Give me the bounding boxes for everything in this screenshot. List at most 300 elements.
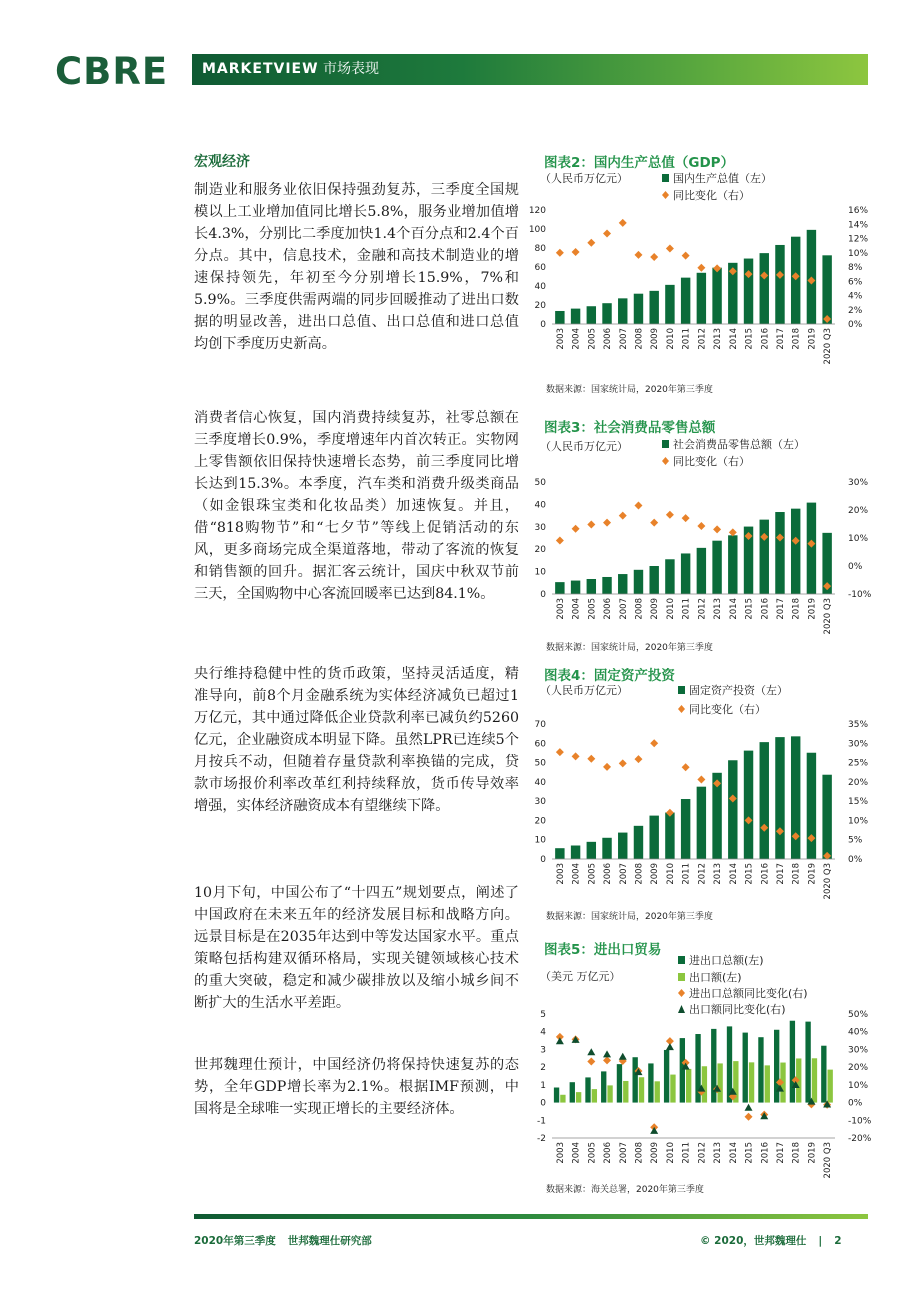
bar-export (576, 1092, 581, 1102)
bar (571, 846, 580, 860)
chart-retail (530, 438, 875, 635)
bar-export (765, 1065, 770, 1102)
chart-source-trade: 数据来源：海关总署，2020年第三季度 (546, 1185, 704, 1195)
x-tick-label: 2010 (665, 1142, 676, 1164)
y-left-tick-label: 0 (540, 855, 546, 865)
y-left-tick-label: 50 (534, 478, 546, 488)
marker-diamond (603, 230, 611, 238)
banner-label: 市场表现 (323, 61, 380, 77)
x-tick-label: 2018 (791, 328, 802, 350)
y-right-tick-label: 10% (848, 534, 869, 544)
bar-export (749, 1062, 754, 1102)
bar (791, 237, 800, 324)
bar (649, 816, 658, 859)
legend-swatch-bar-light (678, 973, 685, 981)
x-tick-label: 2017 (775, 1142, 786, 1164)
y-left-tick-label: 80 (534, 244, 546, 254)
bar (790, 1021, 795, 1103)
x-tick-label: 2010 (665, 328, 676, 350)
y-right-tick-label: 4% (848, 291, 863, 302)
bar (775, 737, 784, 859)
y-right-tick-label: 30% (848, 478, 869, 488)
x-tick-label: 2017 (775, 328, 786, 350)
marker-diamond (587, 521, 595, 529)
bar (554, 1088, 559, 1103)
y-right-tick-label: 30% (848, 1045, 869, 1056)
bar-export (607, 1085, 612, 1102)
bar (587, 842, 596, 859)
x-tick-label: 2008 (634, 1142, 645, 1164)
y-left-tick-label: 20 (534, 301, 546, 311)
chart-title-fai: 图表4：固定资产投资 (544, 668, 675, 684)
bar (681, 278, 690, 324)
y-left-tick-label: 0 (540, 1098, 546, 1109)
bar (697, 273, 706, 324)
y-right-tick-label: 35% (848, 720, 869, 730)
y-left-tick-label: 0 (540, 320, 546, 330)
bar (744, 751, 753, 859)
legend-swatch-bar (678, 956, 685, 964)
y-left-tick-label: 60 (534, 739, 546, 750)
y-right-tick-label: 6% (848, 277, 863, 288)
marker-diamond (697, 776, 705, 784)
bar (805, 1022, 810, 1103)
footer-right (700, 1233, 842, 1248)
x-tick-label: 2018 (791, 598, 802, 620)
paragraph-3: 央行维持稳健中性的货币政策，坚持灵活适度，精准导向，前8个月金融系统为实体经济减负已超过1万亿元，其中通过降低企业贷款利率已减负约5260亿元，企业融资成本明显下降。虽然LPR已连续5个月按兵不动，但随着存量贷款利率换锚的完成，贷款市场报价利率改革红利持续释放，货币传导效率增强，实体经济融资成本有望继续下降。 (194, 666, 519, 814)
x-tick-label: 2006 (603, 328, 614, 350)
legend-swatch-diamond (678, 989, 685, 997)
y-left-tick-label: 0 (540, 590, 546, 600)
bar (602, 303, 611, 324)
x-tick-label: 2006 (603, 598, 614, 620)
x-tick-label: 2013 (713, 598, 724, 620)
legend-label: 出口额同比变化(右) (689, 1003, 786, 1016)
x-tick-label: 2004 (571, 863, 582, 885)
footer-period: 2020年第三季度 (194, 1235, 276, 1247)
marker-diamond (650, 519, 658, 527)
footer-separator: | (818, 1235, 823, 1247)
x-tick-label: 2014 (728, 1142, 739, 1164)
y-right-tick-label: 0% (848, 855, 863, 865)
marker-diamond (666, 244, 674, 252)
x-tick-label: 2015 (744, 328, 755, 350)
x-tick-label: 2014 (728, 598, 739, 620)
legend-swatch-bar (662, 174, 669, 182)
bar (632, 1057, 637, 1102)
legend-swatch-diamond (662, 191, 669, 199)
bar (571, 581, 580, 594)
y-left-tick-label: 120 (528, 206, 546, 216)
marker-diamond (650, 739, 658, 747)
y-right-tick-label: 25% (848, 758, 869, 769)
marker-diamond (619, 759, 627, 767)
bar (665, 285, 674, 324)
x-tick-label: 2004 (571, 328, 582, 350)
y-right-tick-label: 0% (848, 562, 863, 572)
y-right-tick-label: 20% (848, 1063, 869, 1074)
y-right-tick-label: 0% (848, 1098, 863, 1109)
bar (680, 1038, 685, 1102)
bar (681, 553, 690, 594)
bar (570, 1082, 575, 1102)
x-tick-label: 2004 (571, 598, 582, 620)
bar (634, 570, 643, 594)
bar-export (717, 1063, 722, 1102)
x-tick-label: 2019 (807, 598, 818, 620)
marker-triangle (587, 1048, 595, 1055)
footer-divider (194, 1214, 868, 1219)
x-tick-label: 2015 (744, 1142, 755, 1164)
marker-diamond (556, 249, 564, 257)
bar (758, 1037, 763, 1102)
bar (601, 1071, 606, 1102)
chart-unit-label: （美元 万亿元） (540, 970, 621, 983)
marker-diamond (634, 251, 642, 259)
paragraph-5: 世邦魏理仕预计，中国经济仍将保持快速复苏的态势，全年GDP增长率为2.1%。根据IMF预测，中国将是全球唯一实现正增长的主要经济体。 (194, 1057, 519, 1117)
marker-diamond (587, 1057, 595, 1065)
y-right-tick-label: 10% (848, 1080, 869, 1091)
legend-label: 进出口总额(左) (689, 954, 764, 967)
y-right-tick-label: 10% (848, 248, 869, 259)
x-tick-label: 2013 (713, 328, 724, 350)
legend-label: 同比变化（右） (673, 189, 750, 202)
bar (712, 268, 721, 324)
marker-diamond (572, 248, 580, 256)
marker-triangle (619, 1053, 627, 1060)
bar-export (592, 1089, 597, 1102)
chart-source-gdp: 数据来源：国家统计局，2020年第三季度 (546, 385, 713, 395)
y-left-tick-label: 10 (534, 567, 546, 578)
x-tick-label: 2018 (791, 863, 802, 885)
y-right-tick-label: 0% (848, 320, 863, 330)
chart-source-fai: 数据来源：国家统计局，2020年第三季度 (546, 912, 713, 922)
x-tick-label: 2005 (587, 328, 598, 350)
bar (571, 309, 580, 324)
bar (649, 291, 658, 324)
x-tick-label: 2011 (681, 1142, 692, 1164)
marker-diamond (603, 763, 611, 771)
y-right-tick-label: 40% (848, 1027, 869, 1038)
x-tick-label: 2016 (760, 328, 771, 350)
x-tick-label: 2014 (728, 863, 739, 885)
marker-diamond (556, 537, 564, 545)
y-right-tick-label: 14% (848, 220, 869, 231)
y-left-tick-label: 40 (534, 282, 546, 292)
bar (681, 799, 690, 859)
chart-title-retail: 图表3：社会消费品零售总额 (544, 420, 716, 436)
marker-diamond (634, 755, 642, 763)
marker-diamond (556, 748, 564, 756)
y-left-tick-label: 20 (534, 545, 546, 556)
x-tick-label: 2006 (603, 1142, 614, 1164)
bar-export (812, 1058, 817, 1102)
bar (774, 1030, 779, 1103)
y-right-tick-label: 20% (848, 777, 869, 788)
marker-diamond (682, 514, 690, 522)
bar (744, 259, 753, 324)
bar (807, 503, 816, 594)
bar (775, 245, 784, 324)
paragraph-2: 消费者信心恢复，国内消费持续复苏，社零总额在三季度增长0.9%，季度增速年内首次转正。实物网上零售额依旧保持快速增长态势，前三季度同比增长达到15.3%。本季度，汽车类和消费升级类商品（如金银珠宝类和化妆品类）加速恢复。并且，借“818购物节”和“七夕节”等线上促销活动的东风，更多商场完成全渠道落地，带动了客流的恢复和销售额的回升。据汇客云统计，国庆中秋双节前三天，全国购物中心客流回暖率已达到84.1%。 (194, 410, 519, 602)
marker-diamond (603, 1056, 611, 1064)
x-tick-label: 2009 (650, 328, 661, 350)
bar (602, 577, 611, 594)
bar (665, 559, 674, 594)
legend-label: 同比变化（右） (673, 455, 750, 468)
chart-title-trade: 图表5：进出口贸易 (544, 942, 662, 958)
bar-export (655, 1081, 660, 1102)
legend-label: 社会消费品零售总额（左） (673, 438, 805, 451)
y-left-tick-label: -2 (537, 1134, 546, 1144)
x-tick-label: 2006 (603, 863, 614, 885)
legend-label: 同比变化（右） (689, 703, 766, 716)
paragraph-1: 制造业和服务业依旧保持强劲复苏，三季度全国规模以上工业增加值同比增长5.8%，服务业增加值增长4.3%，分别比二季度加快1.4个百分点和2.4个百分点。其中，信息技术，金融和高技术制造业的增速保持领先，年初至今分别增长15.9%，7%和5.9%。三季度供需两端的同步回暖推动了进出口数据的明显改善，进出口总值、出口总值和进口总值均创下季度历史新高。 (194, 182, 519, 352)
x-tick-label: 2015 (744, 598, 755, 620)
x-tick-label: 2005 (587, 1142, 598, 1164)
x-tick-label: 2019 (807, 328, 818, 350)
paragraph-4: 10月下旬，中国公布了“十四五”规划要点，阐述了中国政府在未来五年的经济发展目标和战略方向。远景目标是在2035年达到中等发达国家水平。重点策略包括构建双循环格局，实现关键领域核心技术的重大突破，稳定和减少碳排放以及缩小城乡间不断扩大的生活水平差距。 (194, 885, 519, 1011)
bar (791, 509, 800, 594)
x-tick-label: 2007 (618, 1142, 629, 1164)
banner-title (202, 60, 379, 79)
y-left-tick-label: 20 (534, 816, 546, 827)
x-tick-label: 2007 (618, 863, 629, 885)
y-right-tick-label: 12% (848, 234, 869, 245)
y-left-tick-label: 1 (540, 1080, 546, 1091)
x-tick-label: 2010 (665, 598, 676, 620)
legend-label: 出口额(左) (689, 971, 742, 984)
bar (634, 826, 643, 859)
bar (664, 1050, 669, 1103)
bar (618, 298, 627, 324)
marker-diamond (603, 519, 611, 527)
marker-diamond (745, 1113, 753, 1121)
bar (760, 520, 769, 594)
chart-unit-label: （人民币万亿元） (540, 440, 628, 453)
bar (587, 306, 596, 324)
marker-triangle (556, 1037, 564, 1044)
bar (791, 736, 800, 859)
y-right-tick-label: 16% (848, 206, 869, 216)
cbre-logo: CBRE (55, 50, 169, 93)
x-tick-label: 2017 (775, 863, 786, 885)
marker-diamond (587, 755, 595, 763)
y-left-tick-label: -1 (537, 1116, 546, 1127)
x-tick-label: 2011 (681, 328, 692, 350)
bar (649, 566, 658, 594)
legend-swatch-bar (662, 440, 669, 448)
chart-unit-label: （人民币万亿元） (540, 684, 628, 697)
legend-swatch-bar (678, 686, 685, 694)
bar (587, 579, 596, 594)
x-tick-label: 2013 (713, 1142, 724, 1164)
bar (665, 813, 674, 859)
chart-gdp (530, 172, 875, 372)
x-tick-label: 2019 (807, 1142, 818, 1164)
banner-bold-label: MARKETVIEW (202, 61, 319, 77)
chart-trade (530, 955, 875, 1177)
y-right-tick-label: -10% (848, 590, 872, 600)
bar (648, 1063, 653, 1102)
y-right-tick-label: 20% (848, 506, 869, 516)
bar-export (639, 1077, 644, 1102)
x-tick-label: 2003 (555, 328, 566, 350)
legend-swatch-diamond (678, 705, 685, 713)
bar (618, 833, 627, 859)
y-left-tick-label: 30 (534, 522, 546, 533)
y-right-tick-label: 2% (848, 305, 863, 316)
marker-triangle (603, 1050, 611, 1057)
x-tick-label: 2012 (697, 328, 708, 350)
bar-export (686, 1069, 691, 1103)
marker-diamond (587, 239, 595, 247)
x-tick-label: 2012 (697, 598, 708, 620)
x-tick-label: 2016 (760, 863, 771, 885)
y-left-tick-label: 70 (534, 720, 546, 730)
bar (728, 760, 737, 859)
x-tick-label: 2009 (650, 863, 661, 885)
bar (555, 582, 564, 594)
marker-diamond (666, 511, 674, 519)
marker-diamond (619, 219, 627, 227)
section-title: 宏观经济 (194, 154, 250, 170)
x-tick-label: 2016 (760, 1142, 771, 1164)
y-right-tick-label: 50% (848, 1010, 869, 1020)
x-tick-label: 2007 (618, 328, 629, 350)
y-right-tick-label: 10% (848, 816, 869, 827)
x-tick-label: 2008 (634, 598, 645, 620)
marker-triangle (745, 1104, 753, 1111)
y-right-tick-label: -10% (848, 1116, 872, 1127)
marketview-banner (192, 54, 868, 85)
marker-triangle (666, 1043, 674, 1050)
y-left-tick-label: 30 (534, 797, 546, 808)
bar (618, 574, 627, 594)
x-tick-label: 2005 (587, 598, 598, 620)
bar-export (702, 1066, 707, 1102)
y-right-tick-label: 5% (848, 835, 863, 846)
x-tick-label: 2014 (728, 328, 739, 350)
chart-source-retail: 数据来源：国家统计局，2020年第三季度 (546, 643, 713, 653)
x-tick-label: 2005 (587, 863, 598, 885)
marker-diamond (729, 528, 737, 536)
bar (821, 1046, 826, 1103)
bar-export (623, 1081, 628, 1103)
bar (555, 848, 564, 859)
y-left-tick-label: 10 (534, 835, 546, 846)
y-left-tick-label: 4 (540, 1027, 546, 1038)
y-left-tick-label: 50 (534, 758, 546, 769)
x-tick-label: 2019 (807, 863, 818, 885)
bar (634, 294, 643, 324)
y-right-tick-label: 8% (848, 263, 863, 273)
x-tick-label: 2009 (650, 1142, 661, 1164)
footer-left (194, 1233, 372, 1248)
chart-unit-label: （人民币万亿元） (540, 172, 628, 185)
y-right-tick-label: 30% (848, 739, 869, 750)
legend-label: 进出口总额同比变化(右) (689, 987, 808, 1000)
bar (555, 311, 564, 324)
x-tick-label: 2007 (618, 598, 629, 620)
bar-export (560, 1095, 565, 1103)
x-tick-label: 2004 (571, 1142, 582, 1164)
x-tick-label: 2010 (665, 863, 676, 885)
x-tick-label: 2020 Q3 (823, 1142, 834, 1179)
bar (760, 253, 769, 324)
marker-diamond (682, 763, 690, 771)
marker-diamond (634, 502, 642, 510)
footer-copyright: © 2020，世邦魏理仕 (700, 1235, 807, 1247)
y-left-tick-label: 3 (540, 1045, 546, 1056)
x-tick-label: 2003 (555, 1142, 566, 1164)
x-tick-label: 2003 (555, 863, 566, 885)
marker-diamond (619, 512, 627, 520)
marker-diamond (572, 752, 580, 760)
legend-label: 固定资产投资（左） (689, 684, 788, 697)
x-tick-label: 2018 (791, 1142, 802, 1164)
x-tick-label: 2009 (650, 598, 661, 620)
x-tick-label: 2012 (697, 1142, 708, 1164)
legend-swatch-triangle (678, 1005, 685, 1013)
marker-diamond (650, 253, 658, 261)
x-tick-label: 2020 Q3 (823, 598, 834, 635)
y-left-tick-label: 40 (534, 777, 546, 788)
marker-diamond (572, 525, 580, 533)
bar (728, 535, 737, 594)
x-tick-label: 2013 (713, 863, 724, 885)
y-right-tick-label: -20% (848, 1134, 872, 1144)
y-left-tick-label: 60 (534, 263, 546, 273)
bar (760, 742, 769, 859)
bar (822, 775, 831, 859)
x-tick-label: 2015 (744, 863, 755, 885)
y-right-tick-label: 15% (848, 797, 869, 808)
bar (617, 1064, 622, 1102)
y-left-tick-label: 40 (534, 500, 546, 511)
bar (712, 541, 721, 594)
page-number: 2 (834, 1235, 842, 1247)
y-left-tick-label: 100 (528, 225, 546, 235)
marker-diamond (697, 522, 705, 530)
x-tick-label: 2011 (681, 598, 692, 620)
footer-dept: 世邦魏理仕研究部 (287, 1235, 372, 1247)
legend-swatch-diamond (662, 457, 669, 465)
bar-export (670, 1075, 675, 1103)
x-tick-label: 2017 (775, 598, 786, 620)
x-tick-label: 2012 (697, 863, 708, 885)
marker-diamond (713, 525, 721, 533)
marker-diamond (682, 252, 690, 260)
x-tick-label: 2008 (634, 863, 645, 885)
bar (697, 548, 706, 594)
x-tick-label: 2020 Q3 (823, 328, 834, 365)
bar (743, 1033, 748, 1103)
marker-diamond (697, 264, 705, 272)
bar (775, 512, 784, 594)
y-left-tick-label: 2 (540, 1063, 546, 1074)
bar (697, 787, 706, 859)
x-tick-label: 2020 Q3 (823, 863, 834, 900)
y-left-tick-label: 5 (540, 1010, 546, 1020)
x-tick-label: 2008 (634, 328, 645, 350)
bar (602, 838, 611, 859)
bar (807, 753, 816, 859)
bar (822, 255, 831, 324)
x-tick-label: 2016 (760, 598, 771, 620)
x-tick-label: 2011 (681, 863, 692, 885)
bar (585, 1077, 590, 1102)
